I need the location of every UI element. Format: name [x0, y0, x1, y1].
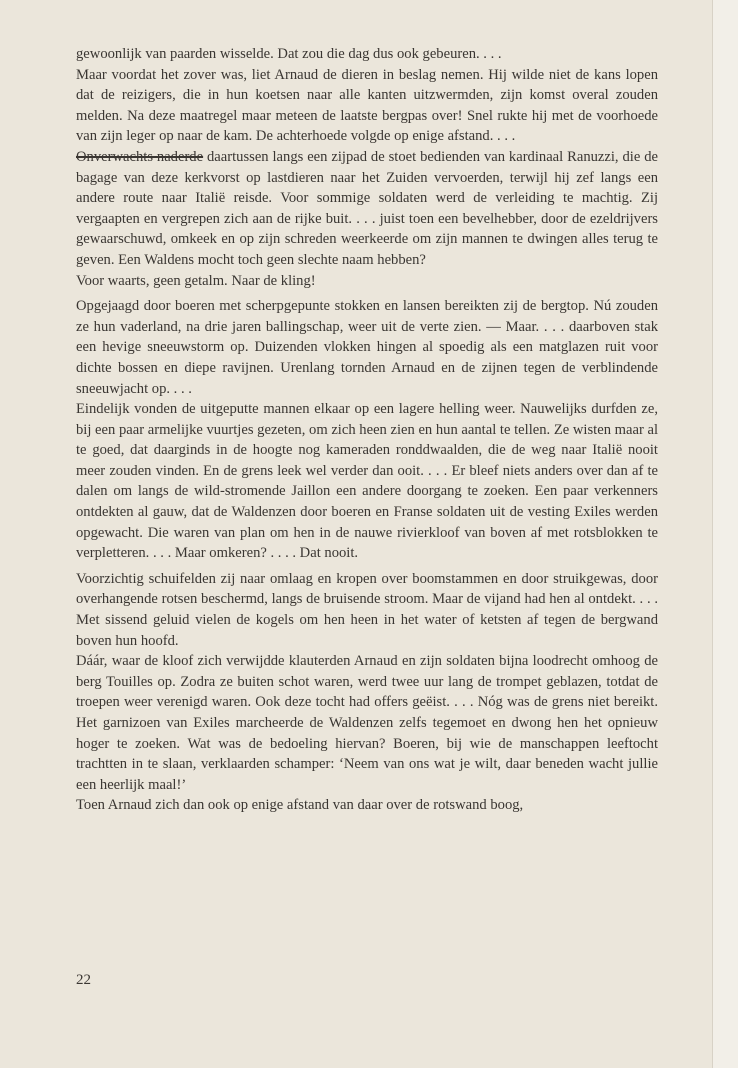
body-text [76, 44, 658, 816]
paragraph-7: Voorzichtig schuifelden zij naar omlaag en kropen over boomstammen en door struikgewas, door overhangende rotsen beschermd, langs de bruisende stroom. Maar de vijand had hen al ontdekt. . . . Met sissend geluid vielen de kogels om hen heen in het water of ketsten af tegen de bergwand boven hun hoofd. [76, 570, 658, 649]
paragraph-8: Dáár, waar de kloof zich verwijdde klauterden Arnaud en zijn soldaten bijna loodrecht omhoog de berg Touilles op. Zodra ze buiten schot waren, werd twee uur lang de trompet geblazen, totdat de troepen weer verenigd waren. Ook deze tocht had offers geëist. . . . Nóg was de grens niet bereikt. Het garnizoen van Exiles marcheerde de Waldenzen zelfs tegemoet en dwong hen het opnieuw hoger te zoeken. Wat was de bedoeling hiervan? Boeren, bij wie de manschappen leeftocht trachtten in te slaan, verklaarden schamper: ‘Neem van ons wat je wilt, daar beneden wacht jullie een heerlijk maal!’ [76, 653, 658, 793]
paragraph-1: gewoonlijk van paarden wisselde. Dat zou die dag dus ook gebeuren. . . . [76, 46, 502, 62]
page-number: 22 [76, 972, 91, 988]
paragraph-2: Maar voordat het zover was, liet Arnaud de dieren in beslag nemen. Hij wilde niet de kans lopen dat de reizigers, die in hun koetsen naar alle kanten uitzwermden, zijn komst overal zouden melden. Na deze maatregel maar meteen de laatste bergpas over! Snel rukte hij met de voorhoede van zijn leger op naar de kam. De achterhoede volgde op enige afstand. . . . [76, 66, 658, 145]
paragraph-3: Onverwachts naderde daartussen langs een zijpad de stoet bedienden van kardinaal Ranuzzi, die de bagage van deze kerkvorst op lastdieren naar het Zuiden vervoerden, terwijl hij zef langs een andere route naar Italië reisde. Voor sommige soldaten werd de verleiding te machtig. Zij vergaapten en vergrepen zich aan de rijke buit. . . . juist toen een bevelhebber, door de ezeldrijvers gewaarschuwd, omkeek en op zijn schreden weerkeerde om zijn mannen te dwingen alles terug te geven. Een Waldens mocht toch geen slechte naam hebben? [76, 148, 658, 268]
paragraph-5: Opgejaagd door boeren met scherpgepunte stokken en lansen bereikten zij de bergtop. Nú zouden ze hun vaderland, na drie jaren ballingschap, weer uit de verte zien. — Maar. . . . daarboven stak een hevige sneeuwstorm op. Duizenden vlokken hingen al spoedig als een matglazen ruit voor dichte bossen en diepe ravijnen. Urenlang tornden Arnaud en de zijnen tegen de verblindende sneeuwjacht op. . . . [76, 298, 658, 397]
struck-text: Onverwachts naderde [76, 148, 204, 165]
paragraph-6: Eindelijk vonden de uitgeputte mannen elkaar op een lagere helling weer. Nauwelijks durfden ze, bij een paar armelijke vuurtjes gezeten, om zich heen zien en hun aantal te tellen. Ze wisten maar al te goed, dat daarginds in de hoogte nog kameraden ronddwaalden, die de weg naar Italië nooit meer zouden vinden. En de grens leek wel verder dan ooit. . . . Er bleef niets anders over dan af te dalen om langs de wild-stromende Jaillon een andere doorgang te zoeken. Een paar verkenners ontdekten al gauw, dat de Waldenzen door boeren en Franse soldaten uit de vesting Exiles werden opgewacht. Die waren van plan om hen in de nauwe rivierkloof van boven af met rotsblokken te verpletteren. . . . Maar omkeren? . . . . Dat nooit. [76, 401, 658, 562]
paragraph-4: Voor waarts, geen getalm. Naar de kling! [76, 272, 316, 289]
paragraph-9: Toen Arnaud zich dan ook op enige afstand van daar over de rotswand boog, [76, 797, 524, 814]
